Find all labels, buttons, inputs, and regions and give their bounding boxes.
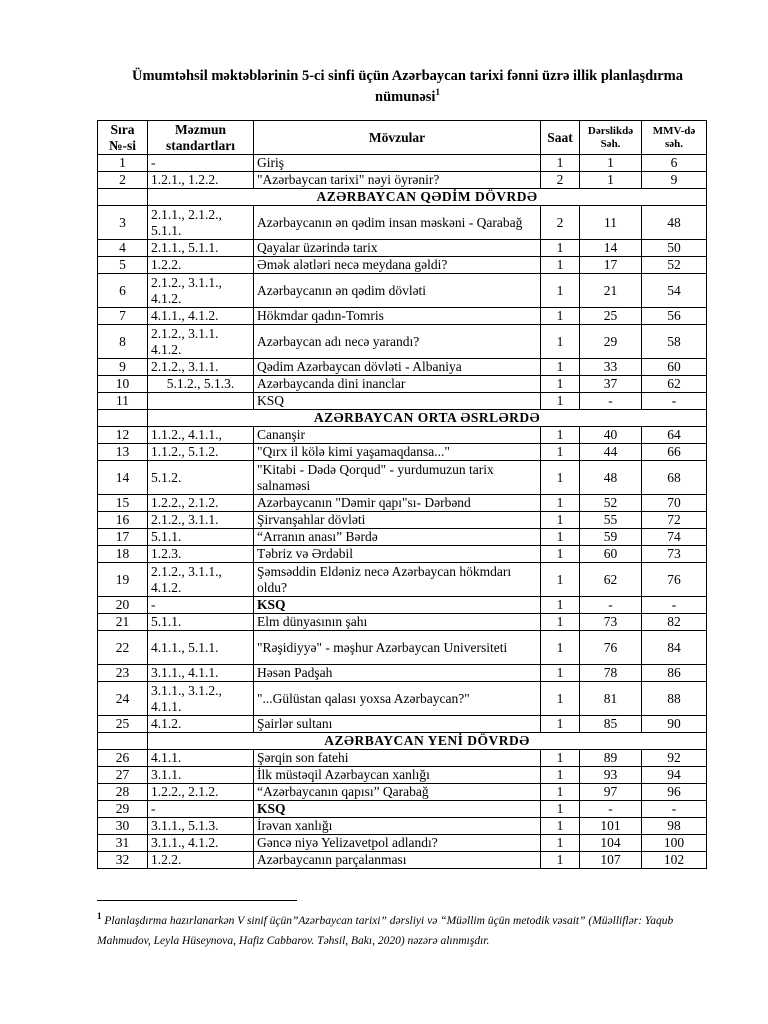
header-textbook-page: Dərslikdə Səh.: [580, 121, 642, 155]
row-hours: 1: [541, 563, 580, 597]
table-row: [98, 155, 707, 172]
row-mmv-page: 94: [642, 767, 707, 784]
row-mmv-page: 70: [642, 495, 707, 512]
row-mmv-page: 76: [642, 563, 707, 597]
row-standards: 1.2.3.: [148, 546, 254, 563]
row-number: 19: [98, 563, 148, 597]
row-textbook-page: 59: [580, 529, 642, 546]
row-topic: “Arranın anası” Bərdə: [254, 529, 541, 546]
row-hours: 1: [541, 325, 580, 359]
row-mmv-page: 90: [642, 716, 707, 733]
row-textbook-page: 33: [580, 359, 642, 376]
row-topic: Elm dünyasının şahı: [254, 614, 541, 631]
row-standards: 5.1.1.: [148, 614, 254, 631]
row-hours: 1: [541, 597, 580, 614]
row-number: 5: [98, 257, 148, 274]
row-standards: 5.1.2.: [148, 461, 254, 495]
row-hours: 1: [541, 308, 580, 325]
row-topic: İrəvan xanlığı: [254, 818, 541, 835]
row-mmv-page: 66: [642, 444, 707, 461]
row-standards: 5.1.1.: [148, 529, 254, 546]
row-textbook-page: 37: [580, 376, 642, 393]
table-row: [98, 512, 707, 529]
row-standards: 3.1.1., 5.1.3.: [148, 818, 254, 835]
section-heading: AZƏRBAYCAN QƏDİM DÖVRDƏ: [148, 189, 707, 206]
row-textbook-page: 1: [580, 172, 642, 189]
row-mmv-page: 73: [642, 546, 707, 563]
header-standards: Məzmun standartları: [148, 121, 254, 155]
row-hours: 1: [541, 495, 580, 512]
row-number: 25: [98, 716, 148, 733]
row-number: 24: [98, 682, 148, 716]
row-textbook-page: 81: [580, 682, 642, 716]
row-mmv-page: 6: [642, 155, 707, 172]
table-row: [98, 546, 707, 563]
row-topic: Şairlər sultanı: [254, 716, 541, 733]
row-number: 26: [98, 750, 148, 767]
row-mmv-page: 68: [642, 461, 707, 495]
row-hours: 1: [541, 529, 580, 546]
table-row: [98, 206, 707, 240]
row-topic: Hökmdar qadın-Tomris: [254, 308, 541, 325]
row-number: 22: [98, 631, 148, 665]
row-hours: 1: [541, 716, 580, 733]
row-hours: 1: [541, 359, 580, 376]
row-textbook-page: 93: [580, 767, 642, 784]
row-hours: 1: [541, 461, 580, 495]
row-topic: KSQ: [254, 597, 541, 614]
table-row: [98, 597, 707, 614]
row-number: 7: [98, 308, 148, 325]
table-row: [98, 274, 707, 308]
row-standards: 3.1.1., 4.1.2.: [148, 835, 254, 852]
row-topic: Qayalar üzərində tarix: [254, 240, 541, 257]
row-hours: 1: [541, 801, 580, 818]
row-topic: Giriş: [254, 155, 541, 172]
row-mmv-page: 62: [642, 376, 707, 393]
table-row: [98, 461, 707, 495]
row-number: 15: [98, 495, 148, 512]
row-standards: 2.1.2., 3.1.1., 4.1.2.: [148, 274, 254, 308]
row-standards: -: [148, 155, 254, 172]
footnote-mark: 1: [97, 911, 102, 921]
row-topic: Təbriz və Ərdəbil: [254, 546, 541, 563]
table-row: [98, 257, 707, 274]
table-row: [98, 682, 707, 716]
row-number: 8: [98, 325, 148, 359]
row-topic: Azərbaycanda dini inanclar: [254, 376, 541, 393]
row-mmv-page: 48: [642, 206, 707, 240]
row-textbook-page: 40: [580, 427, 642, 444]
row-standards: [148, 393, 254, 410]
table-row: [98, 172, 707, 189]
row-number: 16: [98, 512, 148, 529]
row-textbook-page: -: [580, 597, 642, 614]
table-row: [98, 835, 707, 852]
row-hours: 1: [541, 546, 580, 563]
row-topic: Əmək alətləri necə meydana gəldi?: [254, 257, 541, 274]
row-topic: "Qırx il kölə kimi yaşamaqdansa...": [254, 444, 541, 461]
row-mmv-page: 82: [642, 614, 707, 631]
row-textbook-page: 89: [580, 750, 642, 767]
row-mmv-page: 84: [642, 631, 707, 665]
row-number: 3: [98, 206, 148, 240]
row-topic: Azərbaycan adı necə yarandı?: [254, 325, 541, 359]
table-row: [98, 376, 707, 393]
row-topic: Azərbaycanın parçalanması: [254, 852, 541, 869]
table-row: [98, 427, 707, 444]
row-number: 29: [98, 801, 148, 818]
row-number: 23: [98, 665, 148, 682]
row-standards: 4.1.1., 5.1.1.: [148, 631, 254, 665]
row-mmv-page: 56: [642, 308, 707, 325]
section-number-cell: [98, 410, 148, 427]
row-number: 1: [98, 155, 148, 172]
row-number: 11: [98, 393, 148, 410]
table-row: [98, 801, 707, 818]
row-mmv-page: 74: [642, 529, 707, 546]
row-textbook-page: 78: [580, 665, 642, 682]
footnote-text: Planlaşdırma hazırlanarkən V sinif üçün”Azərbaycan tarixi” dərsliyi və “Müəllim üçün metodik vəsait” (Müəlliflər: Yaqub Mahmudov, Leyla Hüseynova, Hafiz Cabbarov. Təhsil, Bakı, 2020) nəzərə alınmışdır.: [97, 914, 674, 947]
table-row: [98, 529, 707, 546]
document-title: [100, 66, 715, 108]
section-heading: AZƏRBAYCAN ORTA ƏSRLƏRDƏ: [148, 410, 707, 427]
row-textbook-page: 1: [580, 155, 642, 172]
row-textbook-page: 25: [580, 308, 642, 325]
row-topic: KSQ: [254, 393, 541, 410]
row-standards: 1.2.2., 2.1.2.: [148, 495, 254, 512]
row-textbook-page: 11: [580, 206, 642, 240]
row-hours: 1: [541, 444, 580, 461]
row-hours: 1: [541, 155, 580, 172]
row-hours: 1: [541, 240, 580, 257]
row-topic: "Kitabi - Dədə Qorqud" - yurdumuzun tarix salnaməsi: [254, 461, 541, 495]
row-topic: Şərqin son fatehi: [254, 750, 541, 767]
row-topic: Cananşir: [254, 427, 541, 444]
row-textbook-page: 62: [580, 563, 642, 597]
row-mmv-page: 98: [642, 818, 707, 835]
row-hours: 2: [541, 172, 580, 189]
row-standards: 2.1.1., 2.1.2., 5.1.1.: [148, 206, 254, 240]
row-standards: 1.2.1., 1.2.2.: [148, 172, 254, 189]
row-mmv-page: 86: [642, 665, 707, 682]
row-topic: Həsən Padşah: [254, 665, 541, 682]
row-standards: 1.1.2., 5.1.2.: [148, 444, 254, 461]
table-row: [98, 784, 707, 801]
row-number: 13: [98, 444, 148, 461]
row-standards: 4.1.1.: [148, 750, 254, 767]
row-mmv-page: 102: [642, 852, 707, 869]
row-topic: "Rəşidiyyə" - məşhur Azərbaycan Universiteti: [254, 631, 541, 665]
row-topic: “Azərbaycanın qapısı” Qarabağ: [254, 784, 541, 801]
table-row: [98, 240, 707, 257]
row-number: 10: [98, 376, 148, 393]
row-number: 14: [98, 461, 148, 495]
footnote: [97, 906, 677, 951]
row-standards: 3.1.1., 4.1.1.: [148, 665, 254, 682]
row-standards: 1.2.2.: [148, 257, 254, 274]
section-row: [98, 733, 707, 750]
row-number: 12: [98, 427, 148, 444]
row-number: 28: [98, 784, 148, 801]
row-mmv-page: 64: [642, 427, 707, 444]
section-row: [98, 410, 707, 427]
row-number: 6: [98, 274, 148, 308]
table-row: [98, 614, 707, 631]
section-number-cell: [98, 733, 148, 750]
header-row: [98, 121, 707, 155]
table-row: [98, 444, 707, 461]
row-textbook-page: 60: [580, 546, 642, 563]
row-standards: 1.1.2., 4.1.1.,: [148, 427, 254, 444]
row-standards: 4.1.2.: [148, 716, 254, 733]
row-textbook-page: 85: [580, 716, 642, 733]
row-number: 21: [98, 614, 148, 631]
row-mmv-page: 88: [642, 682, 707, 716]
row-standards: 2.1.1., 5.1.1.: [148, 240, 254, 257]
row-textbook-page: 48: [580, 461, 642, 495]
row-textbook-page: -: [580, 801, 642, 818]
row-textbook-page: 55: [580, 512, 642, 529]
table-row: [98, 308, 707, 325]
row-number: 27: [98, 767, 148, 784]
row-hours: 1: [541, 682, 580, 716]
row-textbook-page: 44: [580, 444, 642, 461]
row-textbook-page: 73: [580, 614, 642, 631]
row-hours: 1: [541, 257, 580, 274]
row-textbook-page: 17: [580, 257, 642, 274]
row-topic: İlk müstəqil Azərbaycan xanlığı: [254, 767, 541, 784]
header-number: Sıra №-si: [98, 121, 148, 155]
table-row: [98, 750, 707, 767]
row-standards: 5.1.2., 5.1.3.: [148, 376, 254, 393]
table-row: [98, 852, 707, 869]
header-hours: Saat: [541, 121, 580, 155]
row-textbook-page: 52: [580, 495, 642, 512]
row-number: 18: [98, 546, 148, 563]
row-mmv-page: 72: [642, 512, 707, 529]
footnote-separator: [97, 900, 297, 901]
row-number: 2: [98, 172, 148, 189]
row-standards: 1.2.2., 2.1.2.: [148, 784, 254, 801]
row-standards: 4.1.1., 4.1.2.: [148, 308, 254, 325]
row-textbook-page: 14: [580, 240, 642, 257]
table-row: [98, 818, 707, 835]
row-standards: 2.1.2., 3.1.1., 4.1.2.: [148, 563, 254, 597]
row-textbook-page: 107: [580, 852, 642, 869]
row-topic: Azərbaycanın ən qədim insan məskəni - Qarabağ: [254, 206, 541, 240]
row-topic: Azərbaycanın ən qədim dövləti: [254, 274, 541, 308]
row-topic: Şəmsəddin Eldəniz necə Azərbaycan hökmdarı oldu?: [254, 563, 541, 597]
row-hours: 2: [541, 206, 580, 240]
header-mmv-page: MMV-də səh.: [642, 121, 707, 155]
row-topic: Azərbaycanın "Dəmir qapı"sı- Dərbənd: [254, 495, 541, 512]
row-number: 4: [98, 240, 148, 257]
row-mmv-page: 96: [642, 784, 707, 801]
row-number: 32: [98, 852, 148, 869]
title-line-1: Ümumtəhsil məktəblərinin 5-ci sinfi üçün Azərbaycan tarixi fənni üzrə illik planlaşdırma: [132, 68, 683, 84]
header-topics: Mövzular: [254, 121, 541, 155]
row-mmv-page: 50: [642, 240, 707, 257]
section-heading: AZƏRBAYCAN YENİ DÖVRDƏ: [148, 733, 707, 750]
row-textbook-page: 29: [580, 325, 642, 359]
row-textbook-page: 76: [580, 631, 642, 665]
row-number: 30: [98, 818, 148, 835]
table-row: [98, 495, 707, 512]
row-number: 31: [98, 835, 148, 852]
table-row: [98, 665, 707, 682]
row-hours: 1: [541, 750, 580, 767]
row-topic: KSQ: [254, 801, 541, 818]
row-standards: -: [148, 801, 254, 818]
row-hours: 1: [541, 852, 580, 869]
section-row: [98, 189, 707, 206]
footnote-reference: 1: [435, 87, 440, 98]
row-hours: 1: [541, 512, 580, 529]
section-number-cell: [98, 189, 148, 206]
row-topic: "Azərbaycan tarixi" nəyi öyrənir?: [254, 172, 541, 189]
row-mmv-page: 100: [642, 835, 707, 852]
row-hours: 1: [541, 427, 580, 444]
row-hours: 1: [541, 665, 580, 682]
row-topic: Gəncə niyə Yelizavetpol adlandı?: [254, 835, 541, 852]
table-row: [98, 563, 707, 597]
table-row: [98, 359, 707, 376]
row-textbook-page: 101: [580, 818, 642, 835]
row-textbook-page: 21: [580, 274, 642, 308]
row-number: 17: [98, 529, 148, 546]
table-row: [98, 631, 707, 665]
row-hours: 1: [541, 784, 580, 801]
row-number: 20: [98, 597, 148, 614]
row-standards: 1.2.2.: [148, 852, 254, 869]
row-mmv-page: -: [642, 597, 707, 614]
row-mmv-page: 60: [642, 359, 707, 376]
row-hours: 1: [541, 767, 580, 784]
row-textbook-page: 104: [580, 835, 642, 852]
row-hours: 1: [541, 818, 580, 835]
row-mmv-page: 9: [642, 172, 707, 189]
row-mmv-page: 92: [642, 750, 707, 767]
row-hours: 1: [541, 376, 580, 393]
row-standards: 2.1.2., 3.1.1. 4.1.2.: [148, 325, 254, 359]
row-textbook-page: -: [580, 393, 642, 410]
row-hours: 1: [541, 631, 580, 665]
table-row: [98, 767, 707, 784]
row-mmv-page: 52: [642, 257, 707, 274]
row-standards: -: [148, 597, 254, 614]
row-standards: 3.1.1.: [148, 767, 254, 784]
row-standards: 2.1.2., 3.1.1.: [148, 359, 254, 376]
table-row: [98, 393, 707, 410]
table-row: [98, 716, 707, 733]
row-hours: 1: [541, 274, 580, 308]
row-hours: 1: [541, 835, 580, 852]
row-standards: 2.1.2., 3.1.1.: [148, 512, 254, 529]
row-hours: 1: [541, 614, 580, 631]
row-topic: Şirvanşahlar dövləti: [254, 512, 541, 529]
row-topic: "...Gülüstan qalası yoxsa Azərbaycan?": [254, 682, 541, 716]
row-mmv-page: 54: [642, 274, 707, 308]
row-textbook-page: 97: [580, 784, 642, 801]
row-mmv-page: -: [642, 393, 707, 410]
row-standards: 3.1.1., 3.1.2., 4.1.1.: [148, 682, 254, 716]
row-hours: 1: [541, 393, 580, 410]
title-line-2: nümunəsi: [375, 89, 436, 105]
plan-table-body: [98, 155, 707, 869]
row-mmv-page: -: [642, 801, 707, 818]
row-mmv-page: 58: [642, 325, 707, 359]
plan-table: [97, 120, 707, 869]
row-number: 9: [98, 359, 148, 376]
row-topic: Qədim Azərbaycan dövləti - Albaniya: [254, 359, 541, 376]
table-row: [98, 325, 707, 359]
